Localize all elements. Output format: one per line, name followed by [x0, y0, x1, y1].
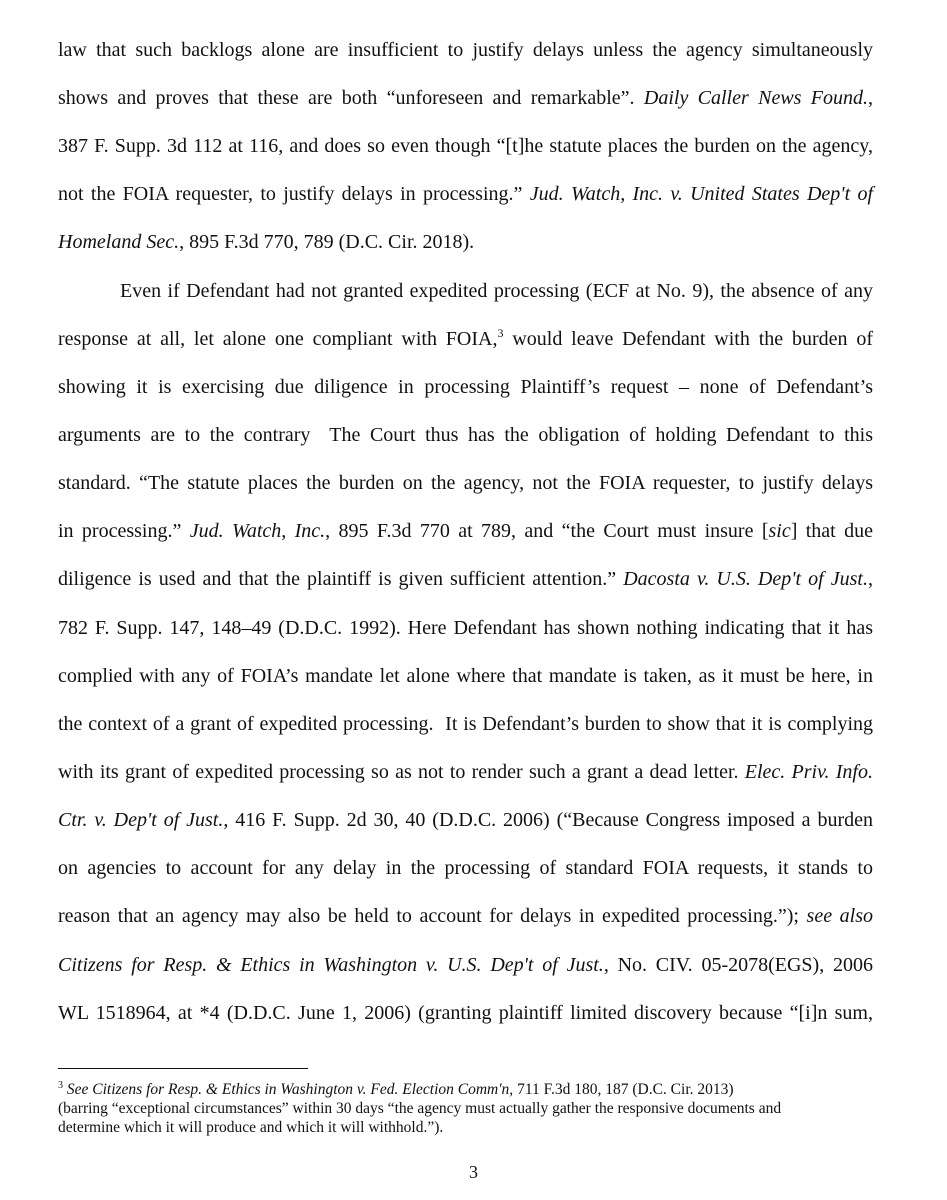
- body-line-16: [58, 760, 873, 784]
- body-line-19: [58, 904, 873, 928]
- page-number: 3: [469, 1162, 478, 1182]
- text-segment: (barring “exceptional circumstances” within 30 days “the agency must actually gather the responsive documents and: [58, 1100, 782, 1117]
- footnote-number: 3: [58, 1080, 63, 1091]
- footnote-line-1: [58, 1081, 873, 1099]
- text-segment: , No. CIV. 05-2078(EGS), 2006: [603, 954, 873, 976]
- text-segment: 711 F.3d 180, 187 (D.C. Cir. 2013): [513, 1081, 734, 1098]
- text-segment: , 416 F. Supp. 2d 30, 40 (D.D.C. 2006) (“Because Congress imposed a burden: [223, 809, 873, 831]
- body-line-7: [58, 327, 873, 351]
- case-citation: Elec. Priv. Info.: [744, 761, 873, 783]
- body-line-14: [58, 664, 873, 688]
- body-line-8: [58, 375, 873, 399]
- signal-see-also: see also: [806, 905, 873, 927]
- body-line-17: [58, 808, 873, 832]
- text-segment: , 895 F.3d 770, 789 (D.C. Cir. 2018).: [179, 231, 475, 253]
- text-segment: arguments are to the contrary The Court thus has the obligation of holding Defendant to this: [58, 424, 873, 446]
- sic-marker: sic: [768, 520, 791, 542]
- text-segment: not the FOIA requester, to justify delays in processing.”: [58, 183, 530, 205]
- body-line-11: [58, 519, 873, 543]
- footnote-separator: [58, 1068, 308, 1069]
- text-segment: response at all, let alone one compliant with FOIA,: [58, 328, 498, 350]
- text-segment: diligence is used and that the plaintiff is given sufficient attention.”: [58, 568, 624, 590]
- body-line-21: [58, 1001, 873, 1025]
- footnote-line-3: [58, 1119, 873, 1137]
- body-line-9: [58, 423, 873, 447]
- body-line-5: [58, 230, 873, 254]
- body-line-4: [58, 182, 873, 206]
- footnote-reference[interactable]: 3: [497, 326, 504, 340]
- text-segment: standard. “The statute places the burden on the agency, not the FOIA requester, to justify delays: [58, 472, 873, 494]
- text-segment: with its grant of expedited processing so as not to render such a grant a dead letter.: [58, 761, 745, 783]
- case-citation: Citizens for Resp. & Ethics in Washington v. U.S. Dep't of Just.: [58, 954, 604, 976]
- text-segment: complied with any of FOIA’s mandate let alone where that mandate is taken, as it must be here, in: [58, 665, 873, 687]
- body-line-15: [58, 712, 873, 736]
- case-citation: Daily Caller News Found.: [643, 87, 868, 109]
- case-citation: Jud. Watch, Inc.: [189, 520, 326, 542]
- body-line-10: [58, 471, 873, 495]
- case-citation: Ctr. v. Dep't of Just.: [58, 809, 224, 831]
- text-segment: Even if Defendant had not granted expedited processing (ECF at No. 9), the absence of any: [120, 280, 873, 302]
- text-segment: , 895 F.3d 770 at 789, and “the Court must insure [: [325, 520, 769, 542]
- body-line-1: [58, 38, 873, 62]
- text-segment: 782 F. Supp. 147, 148–49 (D.D.C. 1992). Here Defendant has shown nothing indicating that it has: [58, 617, 873, 639]
- body-line-2: [58, 86, 873, 110]
- text-segment: ] that due: [790, 520, 873, 542]
- text-segment: reason that an agency may also be held to account for delays in expedited processing.”);: [58, 905, 807, 927]
- text-segment: law that such backlogs alone are insufficient to justify delays unless the agency simultaneously: [58, 39, 873, 61]
- text-segment: would leave Defendant with the burden of: [503, 328, 873, 350]
- body-line-6: [120, 279, 873, 303]
- body-line-3: [58, 134, 873, 158]
- text-segment: 387 F. Supp. 3d 112 at 116, and does so even though “[t]he statute places the burden on the agency,: [58, 135, 873, 157]
- case-citation: Homeland Sec.: [58, 231, 180, 253]
- body-line-18: [58, 856, 873, 880]
- case-citation: Jud. Watch, Inc. v. United States Dep't of: [529, 183, 874, 205]
- text-segment: WL 1518964, at *4 (D.D.C. June 1, 2006) (granting plaintiff limited discovery because “[i]n sum,: [58, 1002, 873, 1024]
- body-line-13: [58, 616, 873, 640]
- text-segment: the context of a grant of expedited processing. It is Defendant’s burden to show that it is complying: [58, 713, 873, 735]
- case-citation: See Citizens for Resp. & Ethics in Washington v. Fed. Election Comm'n,: [66, 1081, 514, 1098]
- footnote-line-2: [58, 1100, 873, 1118]
- body-line-12: [58, 567, 873, 591]
- text-segment: determine which it will produce and which it will withhold.”).: [58, 1119, 444, 1136]
- text-segment: ,: [868, 87, 873, 109]
- text-segment: ,: [867, 568, 873, 590]
- text-segment: showing it is exercising due diligence in processing Plaintiff’s request – none of Defendant’s: [58, 376, 873, 398]
- text-segment: in processing.”: [58, 520, 190, 542]
- body-line-20: [58, 953, 873, 977]
- text-segment: on agencies to account for any delay in the processing of standard FOIA requests, it stands to: [58, 857, 873, 879]
- text-segment: shows and proves that these are both “unforeseen and remarkable”.: [58, 87, 644, 109]
- case-citation: Dacosta v. U.S. Dep't of Just.: [623, 568, 868, 590]
